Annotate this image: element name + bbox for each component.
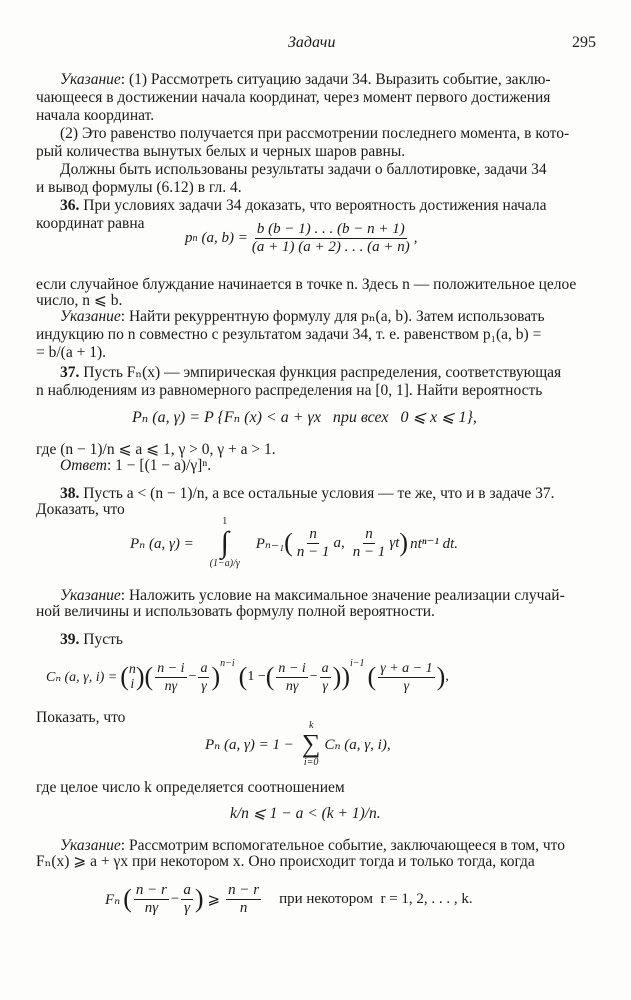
formula-39-frac-3-den: nγ — [285, 678, 299, 694]
problem-39-text-1: Пусть — [83, 631, 123, 648]
formula-38-a: a, — [333, 534, 345, 551]
paren-open: ( — [120, 662, 129, 691]
paren-close: ) — [194, 884, 204, 913]
hint-label: Указание — [60, 308, 121, 325]
problem-39-hint-text-1: : Рассмотрим вспомогательное событие, заключающееся в том, что — [120, 837, 565, 854]
formula-38-pn1: Pₙ₋₁ — [255, 535, 285, 552]
formula-38-frac-1-num: n — [309, 525, 317, 542]
problem-38-line-1 — [60, 484, 555, 504]
formula-36-denominator: (a + 1) (a + 2) . . . (a + n) — [251, 239, 410, 255]
formula-39-last-frac-2-den: γ — [184, 899, 191, 916]
binomial-bottom: i — [130, 677, 135, 692]
formula-39-frac-4-num: a — [321, 660, 329, 676]
formula-39-exp-2: i−1 — [350, 658, 365, 669]
running-header-title: Задачи — [288, 34, 336, 51]
formula-39-frac-2 — [198, 661, 209, 694]
problem-39-where: где целое число k определяется соотношением — [36, 779, 345, 796]
summation-upper: k — [308, 720, 314, 731]
formula-38-tail: ntⁿ⁻¹ dt. — [410, 535, 459, 552]
problem-39-number: 39. — [60, 631, 80, 648]
formula-38-gt: γt — [389, 534, 400, 551]
problem-37-line-2: n наблюдениям из равномерного распределения на [0, 1]. Найти вероятность — [36, 382, 543, 399]
problem-36-hint-text-1: : Найти рекуррентную формулу для pₙ(a, b). Затем использовать — [120, 308, 545, 325]
paren-open: ( — [144, 662, 154, 691]
formula-36-lhs: p — [185, 230, 193, 246]
problem-39-show: Показать, что — [36, 709, 126, 726]
formula-39-last-frac-3 — [226, 883, 261, 916]
paren-close: ) — [399, 528, 409, 557]
formula-39-c-lhs: Cₙ (a, γ, i) = — [46, 669, 118, 685]
formula-37: Pₙ (a, γ) = P {Fₙ (x) < a + γx при всех 0 ⩽ x ⩽ 1}, — [132, 409, 477, 426]
formula-39-frac-5-num: γ + a − 1 — [380, 660, 433, 676]
integral — [200, 517, 250, 569]
formula-38-frac-2-num: n — [365, 525, 373, 542]
formula-39-frac-4 — [320, 661, 331, 694]
problem-36-number: 36. — [60, 197, 80, 214]
paren-close: ) — [341, 662, 351, 691]
formula-39-relation: k/n ⩽ 1 − a < (k + 1)/n. — [230, 805, 381, 822]
formula-39-last-frac-1-num: n − r — [135, 881, 167, 898]
formula-39-frac-3 — [276, 661, 307, 694]
minus-sign: − — [188, 669, 197, 684]
formula-38-frac-1 — [295, 527, 332, 560]
formula-39-sum-rhs: Cₙ (a, γ, i), — [324, 736, 391, 753]
problem-38-number: 38. — [60, 485, 80, 502]
formula-39-last-frac-3-num: n − r — [228, 881, 260, 898]
formula-39-sum-lhs: Pₙ (a, γ) = 1 − — [205, 736, 294, 753]
problem-38-hint-2: ной величины и использовать формулу полной вероятности. — [36, 603, 435, 620]
problem-36-hint-3: = b/(a + 1). — [36, 344, 106, 361]
integral-lower-limit: (1−a)/γ — [209, 558, 240, 569]
problem-36-line-1 — [60, 196, 547, 216]
paren-open: ( — [265, 662, 275, 691]
formula-39-frac-4-den: γ — [322, 678, 328, 694]
hint-intro-line-1: Указание: (1) Рассмотреть ситуацию задачи 34. Выразить событие, заклю- — [60, 71, 551, 88]
hint-intro-text-1: (1) Рассмотреть ситуацию задачи 34. Выразить событие, заклю- — [128, 71, 551, 88]
problem-36-text-1: При условиях задачи 34 доказать, что вероятность достижения начала — [83, 197, 547, 214]
hint-label: Указание — [60, 587, 121, 604]
formula-39-c — [46, 652, 449, 702]
formula-39-sum — [205, 718, 391, 770]
formula-39-last-ge: ⩾ — [207, 891, 221, 908]
problem-38-line-2: Доказать, что — [36, 501, 125, 518]
integral-upper-limit: 1 — [222, 516, 228, 527]
formula-39-last-tail: при некотором r = 1, 2, . . . , k. — [279, 890, 473, 907]
problem-37-line-1 — [60, 363, 561, 383]
hint-intro-line-4: (2) Это равенство получается при рассмотрении последнего момента, в кото- — [60, 125, 570, 142]
paren-open: ( — [238, 662, 248, 691]
page-number: 295 — [572, 34, 596, 51]
formula-36-numerator: b (b − 1) . . . (b − n + 1) — [256, 221, 405, 237]
problem-38-hint-text-1: : Наложить условие на максимальное значение реализации случай- — [120, 587, 565, 604]
paren-open: ( — [284, 528, 293, 557]
formula-39-last-frac-2-num: a — [183, 881, 191, 898]
formula-36 — [185, 222, 417, 255]
formula-39-last-frac-1 — [134, 883, 169, 916]
paren-close: ) — [135, 662, 145, 691]
hint-intro-line-2: чающееся в достижении начала координат, через момент первого достижения — [36, 89, 551, 106]
problem-39-line-1 — [60, 630, 123, 650]
formula-39-frac-5 — [378, 661, 434, 694]
formula-39-frac-5-den: γ — [403, 678, 410, 694]
paren-close: ) — [211, 662, 221, 691]
formula-36-fraction — [250, 222, 412, 255]
problem-36-line-2: координат равна — [36, 215, 145, 232]
formula-39-last — [105, 876, 473, 922]
problem-37-answer-text: : 1 − [(1 − a)/γ]ⁿ. — [106, 457, 212, 474]
formula-39-last-frac-3-den: n — [239, 899, 248, 916]
formula-39-last-frac-1-den: nγ — [144, 899, 159, 916]
paren-close: ) — [436, 662, 446, 691]
formula-38-frac-1-den: n − 1 — [296, 543, 330, 560]
problem-37-number: 37. — [60, 364, 80, 381]
formula-38-frac-2 — [351, 527, 388, 560]
summation — [302, 720, 321, 768]
problem-37-text-1: Пусть Fₙ(x) — эмпирическая функция распределения, соответствующая — [83, 364, 562, 381]
formula-39-frac-2-den: γ — [201, 678, 207, 694]
answer-label: Ответ — [60, 457, 107, 474]
comma: , — [445, 669, 449, 684]
problem-38-text-1: Пусть a < (n − 1)/n, а все остальные условия — те же, что и в задаче 37. — [83, 485, 555, 502]
paren-open: ( — [123, 884, 132, 913]
paren-close: ) — [332, 662, 342, 691]
binomial-top: n — [128, 662, 136, 677]
problem-36-hint-2: индукцию по n совместно с результатом задачи 34, т. е. равенством p₁(a, b) = — [36, 326, 542, 343]
formula-39-one: 1 − — [247, 669, 266, 684]
hint-intro-line-6: Должны быть использованы результаты задачи о баллотировке, задачи 34 — [60, 161, 547, 178]
problem-39-hint-2: Fₙ(x) ⩾ a + γx при некотором x. Оно происходит тогда и только тогда, когда — [36, 853, 535, 870]
formula-36-args: (a, b) = — [201, 230, 248, 246]
formula-36-end: , — [413, 230, 418, 246]
hint-intro-line-5: рый количества вынутых белых и черных шаров равны. — [36, 143, 406, 160]
problem-36-after-2: число, n ⩽ b. — [36, 292, 123, 309]
formula-39-frac-3-num: n − i — [278, 660, 306, 676]
minus-sign: − — [170, 890, 180, 907]
formula-39-frac-1-den: nγ — [164, 678, 178, 694]
formula-36-lhs-sub: n — [192, 233, 198, 244]
hint-intro-line-7: и вывод формулы (6.12) в гл. 4. — [36, 179, 242, 196]
formula-38 — [130, 512, 458, 574]
problem-36-hint-1 — [60, 307, 545, 327]
hint-label: Указание — [60, 837, 121, 854]
integral-sign: ∫ — [220, 526, 229, 559]
formula-39-last-frac-2 — [181, 883, 193, 916]
problem-36-after-1: если случайное блуждание начинается в точке n. Здесь n — положительное целое — [36, 276, 577, 293]
formula-39-frac-1 — [155, 661, 186, 694]
binomial — [129, 662, 136, 692]
formula-39-exp-1: n−i — [220, 658, 235, 669]
formula-38-frac-2-den: n − 1 — [352, 543, 386, 560]
problem-37-answer — [60, 456, 211, 476]
problem-37-condition: где (n − 1)/n ⩽ a ⩽ 1, γ > 0, γ + a > 1. — [36, 441, 276, 458]
sigma-sign: ∑ — [301, 729, 321, 758]
formula-39-frac-1-num: n − i — [157, 660, 185, 676]
minus-sign: − — [309, 669, 318, 684]
summation-lower: i=0 — [303, 757, 319, 768]
formula-38-lhs: Pₙ (a, γ) = — [130, 535, 194, 552]
formula-39-frac-2-num: a — [200, 660, 208, 676]
formula-39-last-F: Fₙ — [105, 891, 121, 908]
hint-intro-line-3: начала координат. — [36, 107, 155, 124]
hint-label: Указание — [60, 71, 121, 88]
paren-open: ( — [367, 662, 377, 691]
